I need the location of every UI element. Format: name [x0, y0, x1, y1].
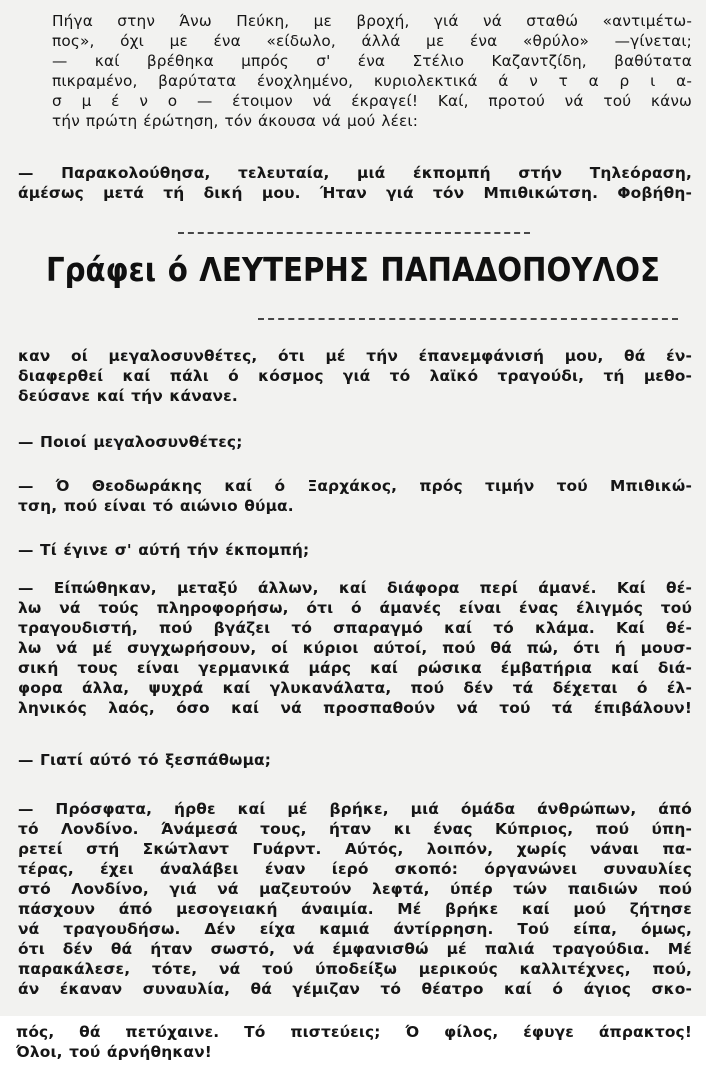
question-2: [18, 540, 692, 560]
answer-2: [18, 578, 692, 718]
answer-line: πάσχουν άπό μεσογειακή άναιμία. Μέ βρήκε καί μού ζήτησε: [18, 900, 692, 918]
continuation-paragraph: [18, 346, 692, 406]
opening-quote-line: άμέσως μετά τή δική μου. Ήταν γιά τόν Μπιθικώτση. Φοβήθη-: [18, 184, 692, 202]
answer-3: [18, 799, 692, 999]
continuation-line: καν οί μεγαλοσυνθέτες, ότι μέ τήν έπανεμφάνισή μου, θά έν-: [18, 347, 692, 365]
continuation-line: δεύσανε καί τήν κάνανε.: [18, 387, 238, 405]
question-1: [18, 432, 692, 452]
answer-line: νά τραγουδήσω. Δέν είχα καμιά άντίρρηση. Τού είπα, όμως,: [18, 920, 692, 938]
answer-line: στό Λονδίνο, γιά νά μαζευτούν λεφτά, ύπέρ τών παιδιών πού: [18, 880, 692, 898]
question-line: — Ποιοί μεγαλοσυνθέτες;: [18, 433, 243, 451]
closing-line: πός, θά πετύχαινε. Τό πιστεύεις; Ό φίλος, έφυγε άπρακτος!: [16, 1023, 692, 1041]
answer-line: άν έκαναν συναυλία, θά γέμιζαν τό θέατρο καί ό άγιος σκο-: [18, 980, 692, 998]
answer-line: ληνικός λαός, όσο καί νά προσπαθούν νά τού τά έπιβάλουν!: [18, 699, 692, 717]
intro-paragraph: [52, 11, 692, 131]
answer-line: τραγουδιστή, πού βγάζει τό σπαραγμό καί τό κλάμα. Καί θέ-: [18, 619, 692, 637]
intro-line: τήν πρώτη έρώτηση, τόν άκουσα νά μού λέει:: [52, 112, 419, 130]
intro-line: πικραμένο, βαρύτατα ένοχλημένο, κυριολεκτικά ά ν τ α ρ ι α-: [52, 72, 692, 90]
answer-line: τέρας, έχει άναλάβει έναν ίερό σκοπό: όργανώνει συναυλίες: [18, 860, 692, 878]
intro-line: σ μ έ ν ο — έτοιμον νά έκραγεί! Καί, προτού νά τού κάνω: [52, 92, 692, 110]
question-line: — Τί έγινε σ' αύτή τήν έκπομπή;: [18, 541, 310, 559]
answer-line: ότι δέν θά ήταν σωστό, νά έμφανισθώ μέ παλιά τραγούδια. Μέ: [18, 940, 692, 958]
answer-line: παρακάλεσε, τότε, νά τού ύποδείξω μερικούς καλλιτέχνες, πού,: [18, 960, 692, 978]
closing-line: Όλοι, τού άρνήθηκαν!: [16, 1043, 212, 1061]
answer-line: λω νά τούς πληροφορήσω, ότι ό άμανές είναι ένας έλιγμός τού: [18, 599, 692, 617]
answer-line: τό Λονδίνο. Άνάμεσά τους, ήταν κι ένας Κύπριος, πού ύπη-: [18, 820, 692, 838]
question-3: [18, 750, 692, 770]
question-line: — Γιατί αύτό τό ξεσπάθωμα;: [18, 751, 272, 769]
answer-line: τση, πού είναι τό αιώνιο θύμα.: [18, 497, 294, 515]
intro-line: Πήγα στην Άνω Πεύκη, με βροχή, γιά νά σταθώ «αντιμέτω-: [52, 12, 692, 30]
closing-paragraph: [16, 1022, 692, 1062]
headline-divider-top: [178, 232, 530, 234]
answer-line: σική τους είναι γερμανικά μάρς καί ρώσικα έμβατήρια καί διά-: [18, 659, 692, 677]
answer-line: φορα άλλα, ψυχρά καί γλυκανάλατα, πού δέν τά δέχεται ό έλ-: [18, 679, 692, 697]
answer-line: λω νά μέ συγχωρήσουν, οί κύριοι αύτοί, πού θά πώ, ότι ή μουσ-: [18, 639, 692, 657]
answer-line: ρετεί στή Σκώτλαντ Γυάρντ. Αύτός, λοιπόν, χωρίς νάναι πα-: [18, 840, 692, 858]
answer-line: — Είπώθηκαν, μεταξύ άλλων, καί διάφορα περί άμανέ. Καί θέ-: [18, 579, 692, 597]
opening-quote-line: — Παρακολούθησα, τελευταία, μιά έκπομπή στήν Τηλεόραση,: [18, 164, 692, 182]
answer-line: — Πρόσφατα, ήρθε καί μέ βρήκε, μιά όμάδα άνθρώπων, άπό: [18, 800, 692, 818]
byline-headline: Γράφει ό ΛΕΥΤΕΡΗΣ ΠΑΠΑΔΟΠΟΥΛΟΣ: [46, 251, 660, 289]
opening-quote: [18, 163, 692, 203]
answer-1: [18, 476, 692, 516]
answer-line: — Ό Θεοδωράκης καί ό Ξαρχάκος, πρός τιμήν τού Μπιθικώ-: [18, 477, 692, 495]
intro-line: — καί βρέθηκα μπρός σ' ένα Στέλιο Καζαντζίδη, βαθύτατα: [52, 52, 692, 70]
intro-line: πος», όχι με ένα «είδωλο, άλλά με ένα «θρύλο» —γίνεται;: [52, 32, 692, 50]
continuation-line: διαφερθεί καί πάλι ό κόσμος γιά τό λαϊκό τραγούδι, τή μεθο-: [18, 367, 692, 385]
headline-divider-bottom: [258, 318, 678, 320]
